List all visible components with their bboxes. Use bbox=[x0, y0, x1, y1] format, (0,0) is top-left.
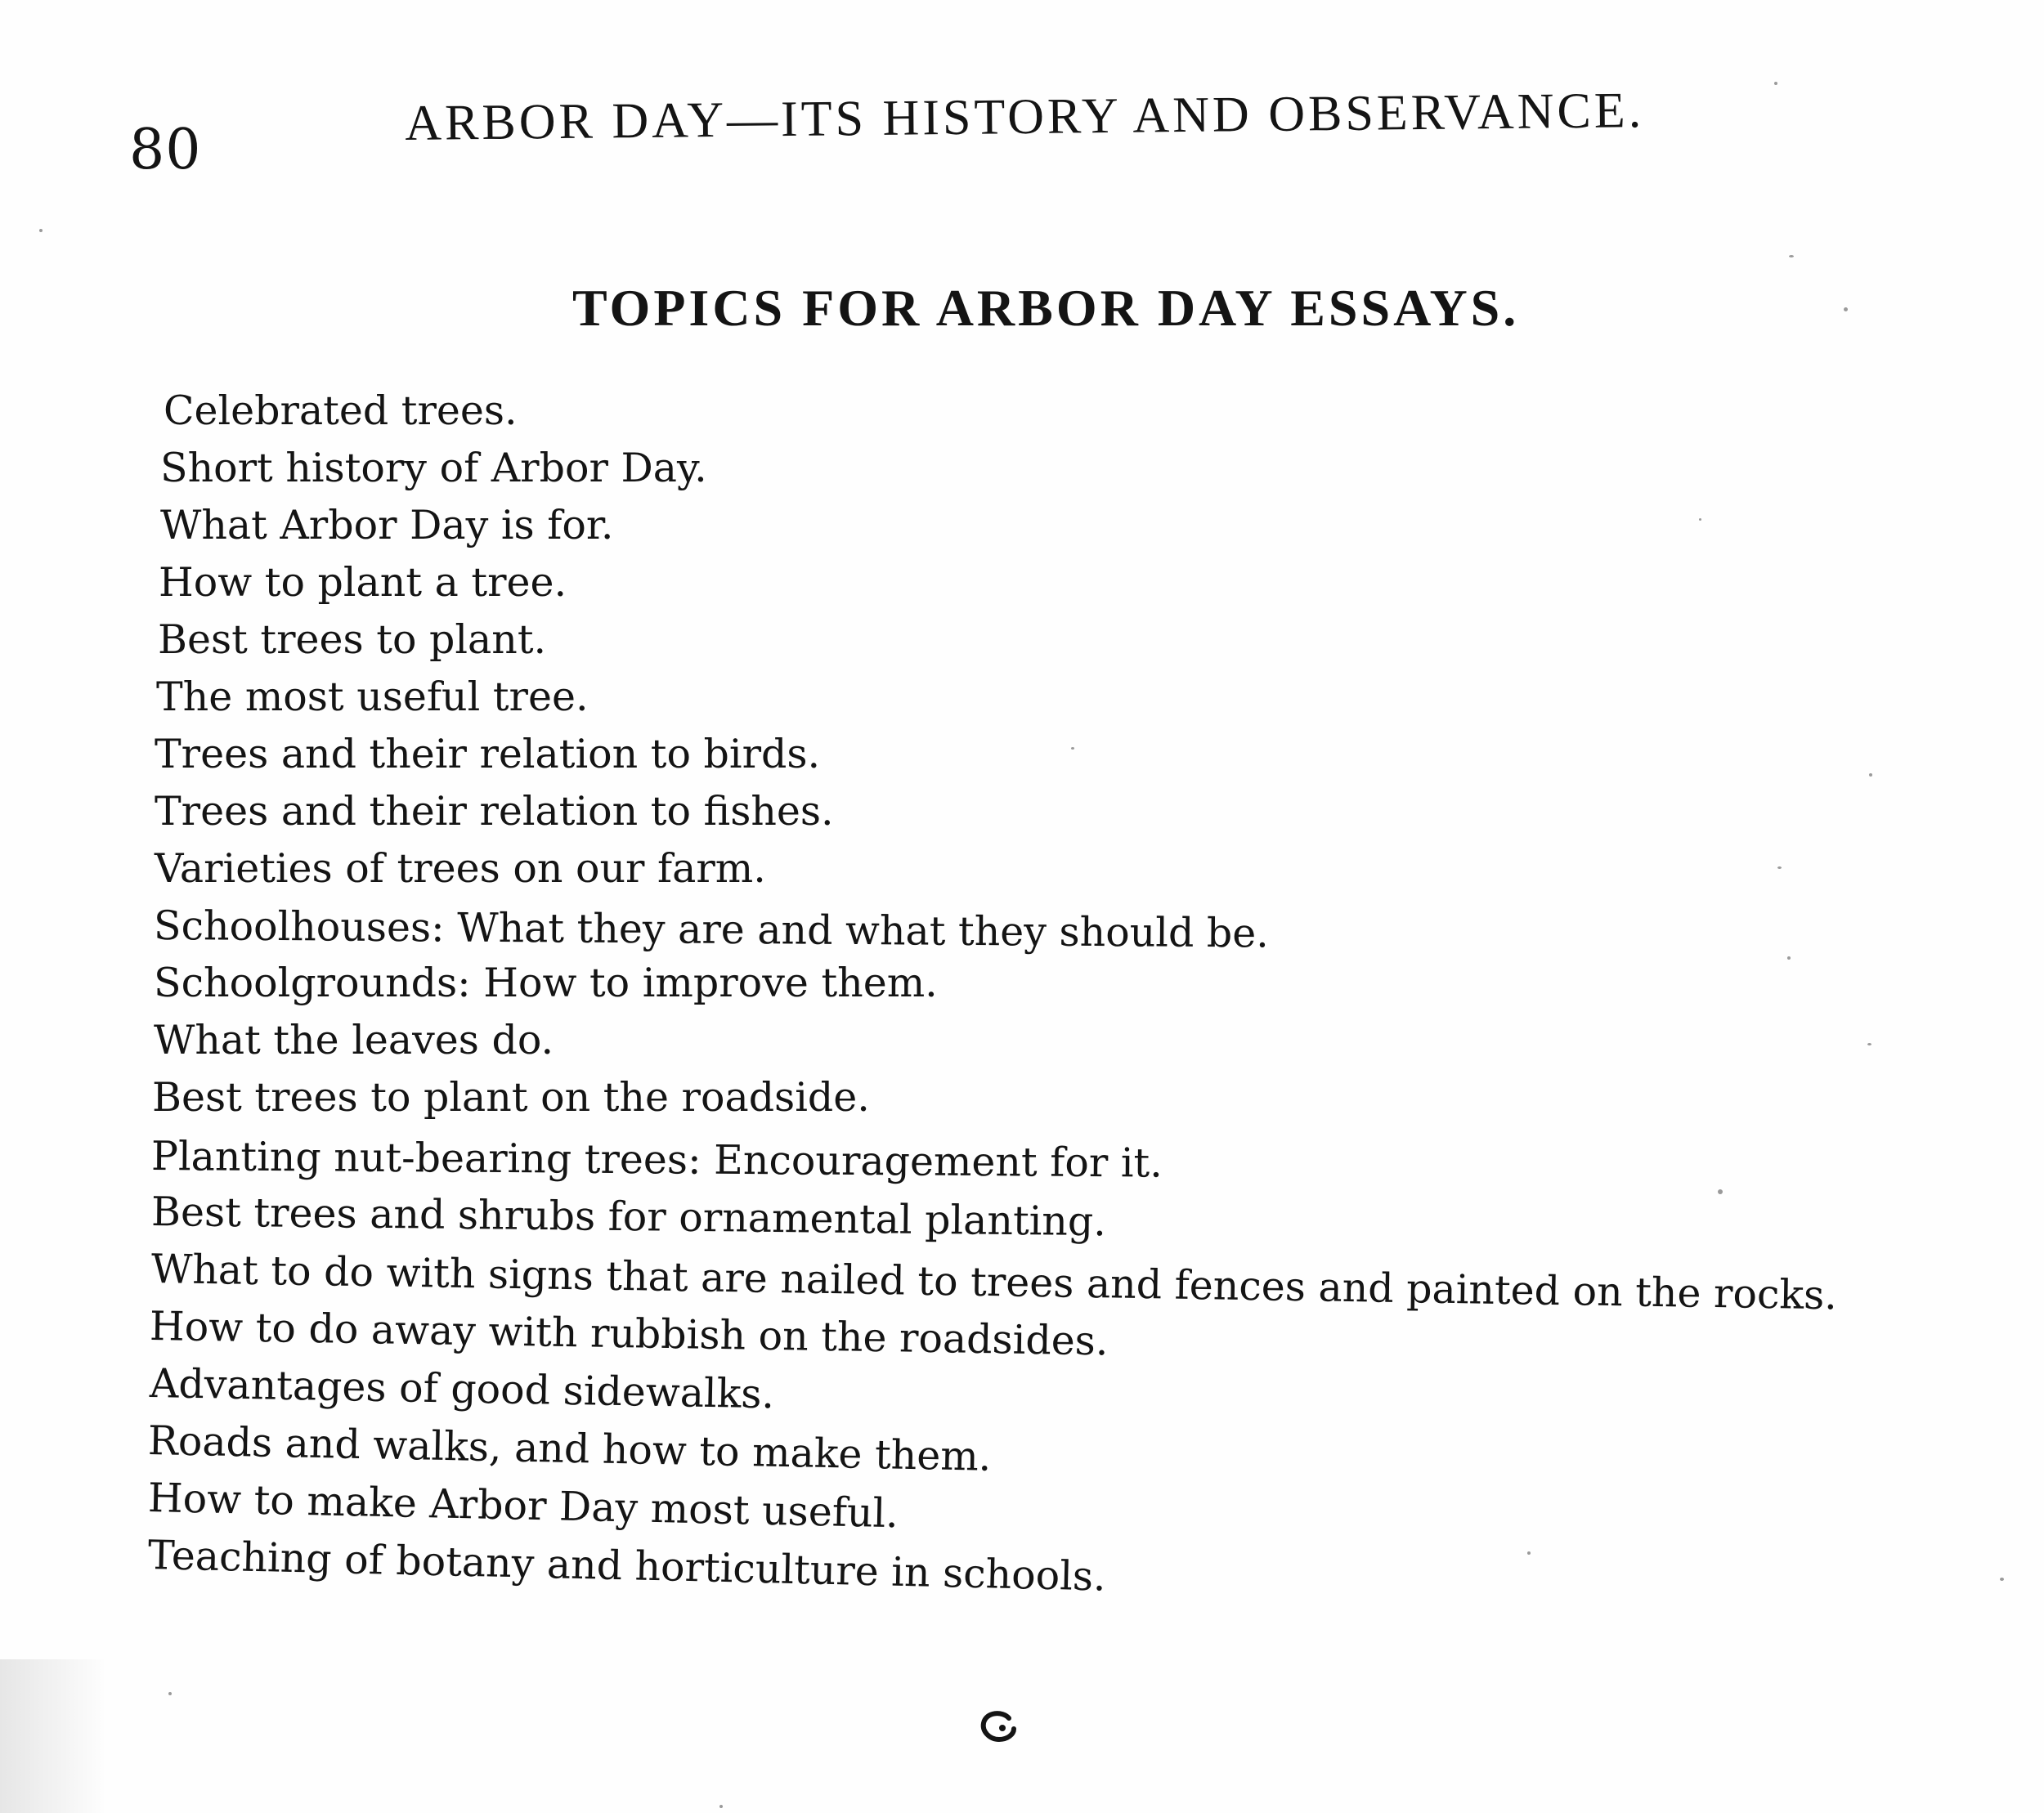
topic-item: How to make Arbor Day most useful. bbox=[147, 1475, 899, 1538]
paper-speck bbox=[168, 1692, 172, 1695]
topic-item: Trees and their relation to birds. bbox=[155, 731, 821, 777]
topic-item: What the leaves do. bbox=[154, 1017, 554, 1063]
topic-item: Best trees and shrubs for ornamental planting. bbox=[150, 1189, 1107, 1246]
topic-item: Advantages of good sidewalks. bbox=[149, 1360, 775, 1418]
section-title: TOPICS FOR ARBOR DAY ESSAYS. bbox=[572, 279, 1520, 337]
paper-speck bbox=[1787, 956, 1791, 960]
topic-item: Teaching of botany and horticulture in schools. bbox=[147, 1532, 1107, 1600]
topic-item: Trees and their relation to fishes. bbox=[155, 788, 834, 835]
topic-item: What Arbor Day is for. bbox=[160, 502, 614, 548]
page-gutter-shadow bbox=[0, 1659, 106, 1813]
topic-item: Best trees to plant on the roadside. bbox=[152, 1074, 870, 1121]
topic-item: Best trees to plant. bbox=[158, 616, 547, 663]
paper-speck bbox=[1777, 866, 1782, 869]
paper-speck bbox=[1527, 1551, 1531, 1555]
topic-item: The most useful tree. bbox=[156, 674, 589, 720]
topic-item: Celebrated trees. bbox=[164, 387, 518, 434]
paper-speck bbox=[719, 1805, 723, 1808]
paper-speck bbox=[1718, 1189, 1723, 1194]
topic-item: Roads and walks, and how to make them. bbox=[147, 1417, 992, 1480]
page-number: 80 bbox=[129, 118, 202, 182]
paper-speck bbox=[1071, 747, 1074, 750]
running-head: ARBOR DAY—ITS HISTORY AND OBSERVANCE. bbox=[404, 83, 1645, 151]
paper-speck bbox=[1774, 82, 1777, 85]
paper-speck bbox=[1844, 307, 1848, 311]
topic-item: How to do away with rubbish on the roadsides. bbox=[149, 1303, 1109, 1365]
topic-item: Schoolgrounds: How to improve them. bbox=[154, 960, 938, 1006]
paper-speck bbox=[1789, 255, 1794, 257]
topic-item: How to plant a tree. bbox=[159, 559, 567, 606]
paper-speck bbox=[1699, 518, 1701, 521]
paper-speck bbox=[39, 229, 43, 232]
topic-item: Short history of Arbor Day. bbox=[160, 445, 707, 491]
topic-item: What to do with signs that are nailed to trees and fences and painted on the rocks. bbox=[150, 1246, 1838, 1319]
topic-item: Varieties of trees on our farm. bbox=[155, 845, 766, 892]
paper-speck bbox=[2000, 1578, 2004, 1581]
printer-ornament-icon bbox=[978, 1707, 1019, 1748]
paper-speck bbox=[1869, 773, 1872, 777]
paper-speck bbox=[1867, 1043, 1871, 1045]
topic-item: Planting nut-bearing trees: Encouragement for it. bbox=[150, 1133, 1163, 1187]
topic-item: Schoolhouses: What they are and what they should be. bbox=[153, 902, 1270, 957]
